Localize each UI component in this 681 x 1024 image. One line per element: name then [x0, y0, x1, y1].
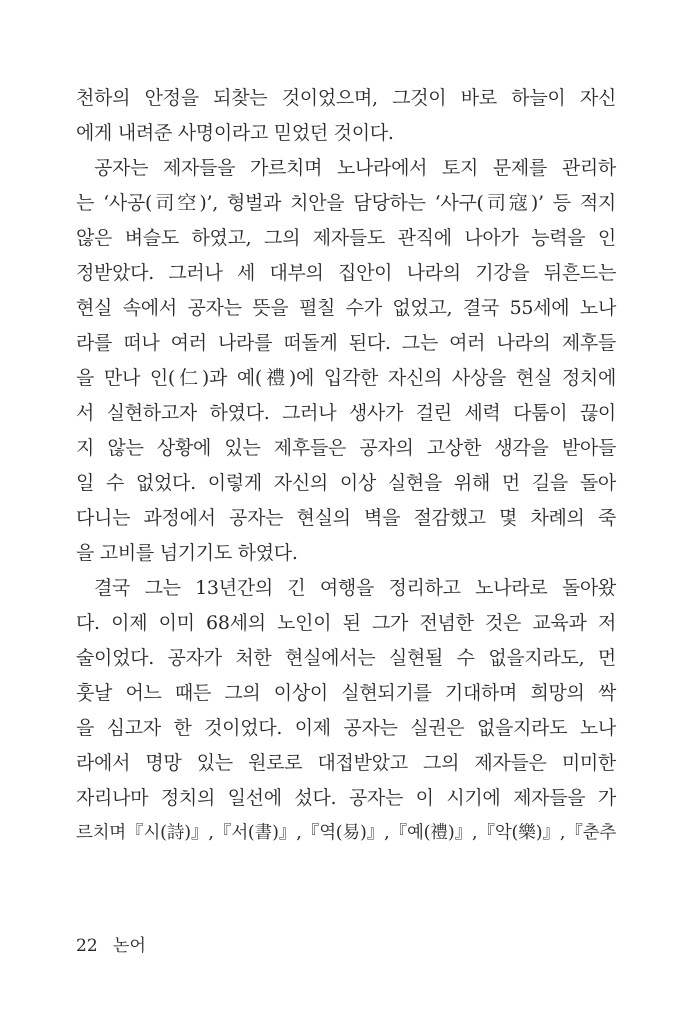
- text-line-15: 결국 그는 13년간의 긴 여행을 정리하고 노나라로 돌아왔: [94, 577, 616, 599]
- text-line-12: 일 수 없었다. 이렇게 자신의 이상 실현을 위해 먼 길을 돌아: [76, 472, 616, 494]
- text-line-21: 자리나마 정치의 일선에 섰다. 공자는 이 시기에 제자들을 가: [76, 787, 616, 809]
- text-line-19: 을 심고자 한 것이었다. 이제 공자는 실권은 없을지라도 노나: [76, 717, 616, 739]
- text-line-11: 지 않는 상황에 있는 제후들은 공자의 고상한 생각을 받아들: [76, 437, 616, 459]
- text-line-4: 는 ‘사공(司空)’, 형벌과 치안을 담당하는 ‘사구(司寇)’ 등 적지: [76, 192, 616, 214]
- text-line-16: 다. 이제 이미 68세의 노인이 된 그가 전념한 것은 교육과 저: [76, 612, 616, 634]
- text-line-7: 현실 속에서 공자는 뜻을 펼칠 수가 없었고, 결국 55세에 노나: [76, 297, 616, 319]
- text-line-3: 공자는 제자들을 가르치며 노나라에서 토지 문제를 관리하: [94, 157, 616, 179]
- text-line-20: 라에서 명망 있는 원로로 대접받았고 그의 제자들은 미미한: [76, 752, 616, 774]
- text-line-2: 에게 내려준 사명이라고 믿었던 것이다.: [76, 122, 394, 144]
- text-line-22: 르치며『시(詩)』,『서(書)』,『역(易)』,『예(禮)』,『악(樂)』,『춘추: [76, 823, 616, 843]
- text-line-8: 라를 떠나 여러 나라를 떠돌게 된다. 그는 여러 나라의 제후들: [76, 332, 616, 354]
- text-line-5: 않은 벼슬도 하였고, 그의 제자들도 관직에 나아가 능력을 인: [76, 227, 616, 249]
- text-line-9: 을 만나 인(仁)과 예(禮)에 입각한 자신의 사상을 현실 정치에: [76, 367, 616, 389]
- text-line-6: 정받았다. 그러나 세 대부의 집안이 나라의 기강을 뒤흔드는: [76, 262, 616, 284]
- text-line-13: 다니는 과정에서 공자는 현실의 벽을 절감했고 몇 차례의 죽: [76, 507, 616, 529]
- text-line-10: 서 실현하고자 하였다. 그러나 생사가 걸린 세력 다툼이 끊이: [76, 402, 616, 424]
- text-line-14: 을 고비를 넘기기도 하였다.: [76, 542, 298, 564]
- text-line-1: 천하의 안정을 되찾는 것이었으며, 그것이 바로 하늘이 자신: [76, 87, 616, 109]
- page-number: 22: [76, 936, 98, 956]
- page-footer: [76, 935, 146, 957]
- text-line-18: 훗날 어느 때든 그의 이상이 실현되기를 기대하며 희망의 싹: [76, 682, 616, 704]
- text-line-17: 술이었다. 공자가 처한 현실에서는 실현될 수 없을지라도, 먼: [76, 647, 616, 669]
- running-title: 논어: [113, 936, 146, 956]
